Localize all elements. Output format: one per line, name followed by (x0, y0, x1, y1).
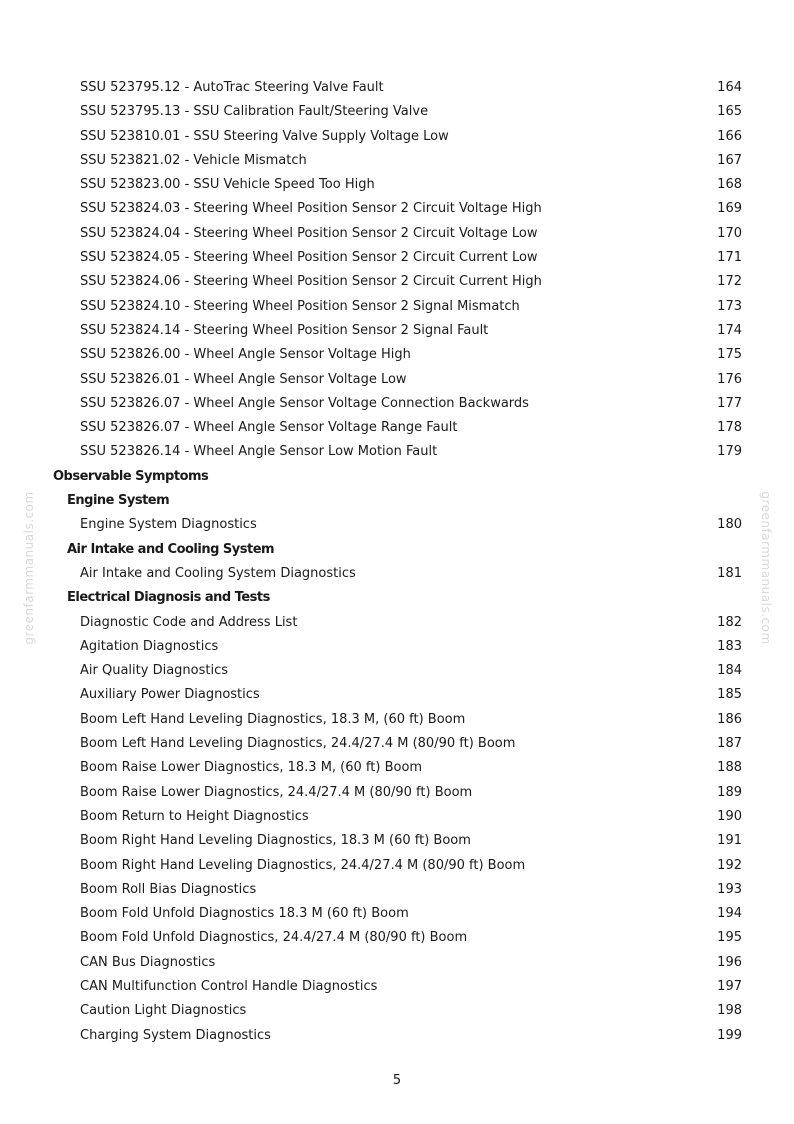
toc-entry[interactable] (0, 683, 794, 707)
toc-entry-page: 181 (717, 565, 742, 581)
toc-entry-page: 168 (717, 177, 742, 193)
toc-entry-title: Air Intake and Cooling System (67, 541, 275, 557)
toc-entry-page: 190 (717, 808, 742, 824)
toc-entry-title: Engine System (67, 493, 170, 509)
toc-entry-title: Boom Roll Bias Diagnostics (80, 881, 257, 897)
toc-entry-page: 176 (717, 371, 742, 387)
toc-entry[interactable] (0, 197, 794, 221)
table-of-contents (0, 76, 794, 1048)
toc-entry[interactable] (0, 659, 794, 683)
toc-entry[interactable] (0, 440, 794, 464)
toc-entry-page: 197 (717, 978, 742, 994)
toc-entry-title: Caution Light Diagnostics (80, 1003, 247, 1019)
toc-entry-title: SSU 523824.14 - Steering Wheel Position Sensor 2 Signal Fault (80, 322, 489, 338)
toc-entry-page: 172 (717, 274, 742, 290)
toc-entry-title: Diagnostic Code and Address List (80, 614, 298, 630)
toc-entry-page: 175 (717, 347, 742, 363)
toc-subheading (0, 489, 794, 513)
toc-entry-title: SSU 523823.00 - SSU Vehicle Speed Too High (80, 177, 375, 193)
toc-entry[interactable] (0, 392, 794, 416)
toc-entry-page: 180 (717, 517, 742, 533)
watermark-left: greenfarmmanuals.com (22, 491, 36, 645)
toc-entry[interactable] (0, 975, 794, 999)
toc-entry-title: SSU 523824.03 - Steering Wheel Position Sensor 2 Circuit Voltage High (80, 201, 542, 217)
toc-entry[interactable] (0, 270, 794, 294)
toc-entry[interactable] (0, 100, 794, 124)
toc-entry-title: CAN Multifunction Control Handle Diagnostics (80, 978, 378, 994)
toc-entry[interactable] (0, 125, 794, 149)
toc-entry-page: 196 (717, 954, 742, 970)
toc-entry[interactable] (0, 1024, 794, 1048)
toc-entry[interactable] (0, 343, 794, 367)
toc-entry-title: Boom Raise Lower Diagnostics, 24.4/27.4 M (80/90 ft) Boom (80, 784, 473, 800)
toc-entry-page: 184 (717, 663, 742, 679)
toc-entry-title: SSU 523824.10 - Steering Wheel Position Sensor 2 Signal Mismatch (80, 298, 520, 314)
toc-entry-title: Electrical Diagnosis and Tests (67, 590, 270, 606)
toc-entry-title: SSU 523826.07 - Wheel Angle Sensor Voltage Connection Backwards (80, 395, 529, 411)
toc-entry-title: SSU 523826.07 - Wheel Angle Sensor Voltage Range Fault (80, 420, 458, 436)
toc-entry-page: 171 (717, 250, 742, 266)
toc-entry[interactable] (0, 611, 794, 635)
toc-entry-title: Boom Raise Lower Diagnostics, 18.3 M, (60 ft) Boom (80, 760, 423, 776)
toc-entry[interactable] (0, 416, 794, 440)
toc-entry-title: SSU 523824.05 - Steering Wheel Position Sensor 2 Circuit Current Low (80, 250, 538, 266)
toc-entry[interactable] (0, 173, 794, 197)
toc-entry[interactable] (0, 829, 794, 853)
toc-entry-page: 183 (717, 638, 742, 654)
toc-entry-title: Boom Fold Unfold Diagnostics, 24.4/27.4 M (80/90 ft) Boom (80, 930, 468, 946)
toc-entry-page: 193 (717, 881, 742, 897)
toc-entry-title: Auxiliary Power Diagnostics (80, 687, 260, 703)
toc-entry-title: Observable Symptoms (53, 468, 209, 484)
toc-entry-title: Boom Right Hand Leveling Diagnostics, 18.3 M (60 ft) Boom (80, 833, 471, 849)
toc-entry-title: Air Quality Diagnostics (80, 663, 229, 679)
toc-entry-page: 186 (717, 711, 742, 727)
toc-entry-title: Air Intake and Cooling System Diagnostics (80, 565, 356, 581)
toc-entry-page: 177 (717, 395, 742, 411)
toc-entry-title: CAN Bus Diagnostics (80, 954, 216, 970)
toc-entry-title: SSU 523826.00 - Wheel Angle Sensor Voltage High (80, 347, 411, 363)
toc-entry-page: 167 (717, 152, 742, 168)
toc-entry[interactable] (0, 732, 794, 756)
toc-entry-title: Agitation Diagnostics (80, 638, 219, 654)
toc-entry-page: 189 (717, 784, 742, 800)
toc-entry-title: SSU 523826.14 - Wheel Angle Sensor Low Motion Fault (80, 444, 438, 460)
toc-entry-title: Boom Left Hand Leveling Diagnostics, 24.4/27.4 M (80/90 ft) Boom (80, 736, 516, 752)
toc-entry[interactable] (0, 222, 794, 246)
toc-entry-title: SSU 523795.12 - AutoTrac Steering Valve Fault (80, 80, 384, 95)
toc-entry-page: 195 (717, 930, 742, 946)
toc-entry[interactable] (0, 999, 794, 1023)
toc-entry-title: SSU 523795.13 - SSU Calibration Fault/Steering Valve (80, 104, 429, 120)
toc-entry[interactable] (0, 76, 794, 100)
toc-entry-page: 179 (717, 444, 742, 460)
toc-entry-page: 199 (717, 1027, 742, 1043)
toc-entry[interactable] (0, 781, 794, 805)
toc-entry-page: 164 (717, 80, 742, 95)
toc-entry[interactable] (0, 319, 794, 343)
toc-entry-page: 188 (717, 760, 742, 776)
toc-entry[interactable] (0, 246, 794, 270)
watermark-right: greenfarmmanuals.com (759, 491, 773, 645)
toc-entry[interactable] (0, 149, 794, 173)
toc-entry-page: 178 (717, 420, 742, 436)
toc-entry-title: Boom Fold Unfold Diagnostics 18.3 M (60 ft) Boom (80, 906, 409, 922)
toc-entry-page: 187 (717, 736, 742, 752)
toc-entry-page: 182 (717, 614, 742, 630)
toc-entry-page: 174 (717, 322, 742, 338)
toc-heading (0, 465, 794, 489)
toc-entry[interactable] (0, 756, 794, 780)
toc-entry[interactable] (0, 805, 794, 829)
toc-entry-title: Boom Right Hand Leveling Diagnostics, 24.4/27.4 M (80/90 ft) Boom (80, 857, 526, 873)
toc-entry[interactable] (0, 926, 794, 950)
toc-entry-title: SSU 523821.02 - Vehicle Mismatch (80, 152, 307, 168)
toc-entry-title: Engine System Diagnostics (80, 517, 257, 533)
toc-entry-title: Boom Left Hand Leveling Diagnostics, 18.3 M, (60 ft) Boom (80, 711, 466, 727)
toc-entry[interactable] (0, 854, 794, 878)
toc-entry-title: SSU 523826.01 - Wheel Angle Sensor Voltage Low (80, 371, 407, 387)
toc-entry-title: Boom Return to Height Diagnostics (80, 808, 309, 824)
toc-entry-title: Charging System Diagnostics (80, 1027, 271, 1043)
toc-entry[interactable] (0, 902, 794, 926)
toc-subheading (0, 538, 794, 562)
toc-entry-title: SSU 523824.06 - Steering Wheel Position Sensor 2 Circuit Current High (80, 274, 542, 290)
toc-entry-page: 170 (717, 225, 742, 241)
toc-entry[interactable] (0, 708, 794, 732)
toc-entry-page: 192 (717, 857, 742, 873)
toc-entry-page: 165 (717, 104, 742, 120)
toc-entry-title: SSU 523810.01 - SSU Steering Valve Supply Voltage Low (80, 128, 449, 144)
toc-entry-page: 169 (717, 201, 742, 217)
toc-entry[interactable] (0, 878, 794, 902)
toc-entry-page: 166 (717, 128, 742, 144)
toc-entry-page: 185 (717, 687, 742, 703)
toc-entry-page: 173 (717, 298, 742, 314)
toc-entry-page: 198 (717, 1003, 742, 1019)
toc-entry-page: 194 (717, 906, 742, 922)
toc-entry[interactable] (0, 951, 794, 975)
toc-entry[interactable] (0, 368, 794, 392)
toc-entry[interactable] (0, 295, 794, 319)
page-number: 5 (392, 1073, 402, 1088)
toc-entry[interactable] (0, 635, 794, 659)
toc-entry[interactable] (0, 513, 794, 537)
toc-entry-title: SSU 523824.04 - Steering Wheel Position Sensor 2 Circuit Voltage Low (80, 225, 538, 241)
toc-entry[interactable] (0, 562, 794, 586)
toc-entry-page: 191 (717, 833, 742, 849)
toc-subheading (0, 586, 794, 610)
